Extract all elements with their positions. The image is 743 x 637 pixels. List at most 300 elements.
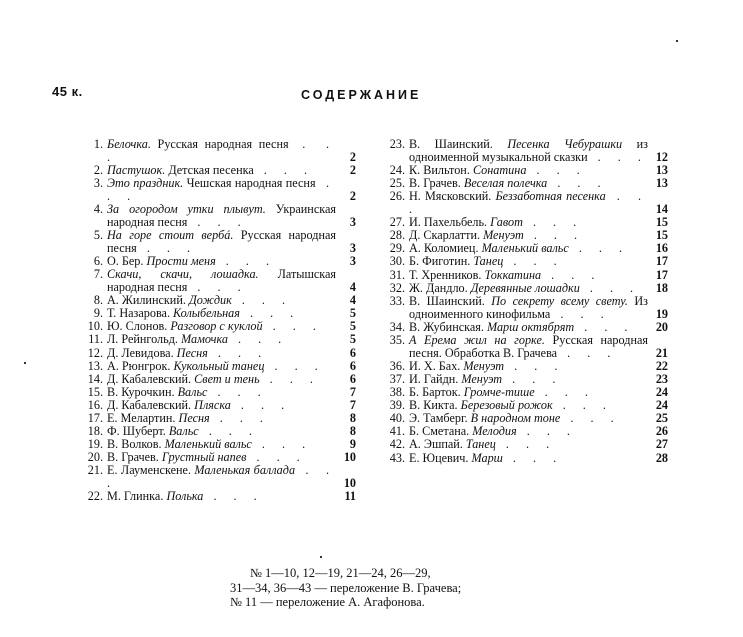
entry-page-number: 6 bbox=[349, 345, 356, 360]
entry-title: Кукольный танец bbox=[173, 358, 265, 373]
entry-number: 11. bbox=[88, 332, 103, 347]
entry-title: По секрету всему свету. bbox=[491, 293, 628, 308]
entry-page-number: 27 bbox=[655, 437, 668, 452]
print-speck bbox=[320, 556, 322, 558]
entry-page-number: 4 bbox=[349, 293, 356, 308]
contents-entry bbox=[385, 412, 668, 425]
contents-entry bbox=[81, 229, 356, 255]
entry-number: 14. bbox=[87, 371, 103, 386]
entry-page-number: 3 bbox=[349, 254, 356, 269]
leader-dots: . . . bbox=[579, 280, 641, 295]
entry-author: Л. Рейнгольд. bbox=[107, 332, 181, 347]
entry-number: 43. bbox=[389, 450, 405, 465]
entry-text bbox=[409, 373, 652, 386]
leader-dots: . . . bbox=[264, 358, 325, 373]
contents-entry bbox=[81, 412, 356, 425]
entry-title: Вальс bbox=[168, 424, 199, 439]
contents-entry bbox=[81, 203, 356, 229]
entry-title: На горе стоит вербá. bbox=[107, 228, 234, 243]
contents-entry bbox=[385, 334, 668, 360]
entry-author: И. Пахельбель. bbox=[409, 215, 491, 230]
entry-page-number: 4 bbox=[349, 280, 356, 295]
entry-number: 20. bbox=[87, 450, 103, 465]
entry-number: 6. bbox=[93, 254, 103, 269]
contents-entry bbox=[385, 386, 668, 399]
entry-title: Пастушок. bbox=[107, 163, 166, 177]
contents-entry bbox=[385, 282, 668, 295]
entry-text bbox=[107, 203, 340, 229]
leader-dots: . . . bbox=[516, 424, 577, 439]
entry-text bbox=[107, 255, 340, 268]
entry-author: А. Эшпай. bbox=[409, 437, 466, 452]
entry-page-number: 26 bbox=[655, 424, 668, 439]
entry-title: Маленькая баллада bbox=[194, 463, 296, 478]
entry-page-number: 25 bbox=[655, 411, 668, 426]
leader-dots: . . . bbox=[557, 345, 618, 360]
leader-dots: . . . bbox=[534, 385, 595, 400]
entry-title: Мамочка bbox=[181, 332, 228, 347]
contents-entry bbox=[385, 321, 668, 334]
entry-number: 3. bbox=[93, 176, 103, 191]
entry-page-number: 13 bbox=[655, 176, 668, 191]
entry-page-number: 3 bbox=[349, 215, 356, 229]
contents-entry bbox=[81, 386, 356, 399]
entry-number: 21. bbox=[87, 463, 103, 478]
entry-author: А. Жилинский. bbox=[107, 293, 189, 308]
contents-entry bbox=[385, 295, 668, 321]
entry-text bbox=[409, 295, 652, 321]
entry-number: 29. bbox=[389, 241, 405, 256]
entry-title: Пляска bbox=[194, 397, 231, 412]
entry-page-number: 13 bbox=[655, 163, 668, 177]
contents-right-column bbox=[385, 138, 668, 465]
entry-number: 2. bbox=[93, 163, 103, 177]
leader-dots: . . . bbox=[203, 489, 264, 504]
entry-page-number: 2 bbox=[349, 163, 356, 177]
leader-dots: . . . bbox=[215, 254, 277, 269]
entry-author: Д. Левидова. bbox=[107, 345, 177, 360]
entry-text bbox=[107, 333, 340, 346]
entry-title: Полька bbox=[166, 489, 204, 504]
leader-dots: . . . bbox=[227, 332, 289, 347]
leader-dots: . . . bbox=[198, 424, 259, 439]
leader-dots: . . . bbox=[560, 411, 621, 426]
entry-text bbox=[107, 268, 340, 294]
entry-title: А Ерема жил на горке. bbox=[409, 332, 545, 347]
entry-text bbox=[409, 399, 652, 412]
entry-page-number: 12 bbox=[655, 149, 668, 164]
contents-entry bbox=[385, 438, 668, 451]
entry-page-number: 8 bbox=[349, 411, 356, 426]
entry-author: Е. Лауменскене. bbox=[107, 463, 195, 478]
entry-author: Б. Барток. bbox=[409, 385, 464, 400]
entry-number: 32. bbox=[389, 280, 405, 295]
leader-dots: . . . bbox=[231, 293, 293, 308]
entry-title: Прости меня bbox=[146, 254, 216, 269]
entry-number: 24. bbox=[389, 163, 405, 177]
entry-title: Грустный напев bbox=[161, 450, 247, 465]
entry-number: 12. bbox=[87, 345, 103, 360]
leader-dots: . . . bbox=[230, 397, 292, 412]
entry-page-number: 21 bbox=[655, 345, 668, 360]
leader-dots: . . . bbox=[107, 137, 336, 164]
entry-text bbox=[409, 138, 652, 164]
entry-text bbox=[409, 242, 652, 255]
entry-author: Ф. Шуберт. bbox=[107, 424, 169, 439]
entry-text bbox=[409, 412, 652, 425]
entry-text bbox=[107, 451, 340, 464]
entry-text bbox=[409, 452, 652, 465]
entry-page-number: 7 bbox=[349, 384, 356, 399]
entry-text bbox=[409, 438, 652, 451]
entry-author: В. Грачев. bbox=[409, 176, 464, 191]
leader-dots: . . . bbox=[209, 411, 270, 426]
entry-text bbox=[107, 229, 340, 255]
entry-title: Танец bbox=[465, 437, 496, 452]
entry-page-number: 8 bbox=[349, 424, 356, 439]
entry-author: В. Волков. bbox=[107, 437, 165, 452]
entry-page-number: 6 bbox=[349, 371, 356, 386]
entry-text bbox=[409, 334, 652, 360]
entry-text bbox=[107, 464, 340, 490]
entry-number: 27. bbox=[389, 215, 405, 230]
entry-number: 39. bbox=[389, 398, 405, 413]
entry-page-number: 9 bbox=[349, 437, 356, 452]
leader-dots: . . . bbox=[523, 228, 585, 243]
contents-left-column bbox=[81, 138, 356, 504]
entry-page-number: 17 bbox=[655, 267, 668, 282]
entry-author: В. Курочкин. bbox=[107, 384, 178, 399]
footnote-line-1: № 1—10, 12—19, 21—24, 26—29, bbox=[250, 566, 431, 580]
print-speck bbox=[676, 40, 678, 42]
entry-author: И. Х. Бах. bbox=[409, 358, 464, 373]
leader-dots: . . . bbox=[239, 306, 301, 321]
contents-entry bbox=[385, 425, 668, 438]
entry-page-number: 11 bbox=[344, 489, 356, 504]
entry-title: Белочка. bbox=[107, 137, 151, 151]
entry-author: Б. Сметана. bbox=[409, 424, 473, 439]
entry-description: Из одноименного кинофильма bbox=[409, 293, 648, 321]
entry-page-number: 5 bbox=[349, 306, 356, 321]
entry-title: Токкатина bbox=[484, 267, 542, 282]
leader-dots: . . . bbox=[187, 280, 248, 295]
entry-text bbox=[107, 177, 340, 203]
entry-number: 16. bbox=[87, 397, 103, 412]
leader-dots: . . . bbox=[187, 215, 248, 229]
contents-entry bbox=[385, 177, 668, 190]
entry-title: За огородом утки плывут. bbox=[107, 202, 266, 217]
entry-text bbox=[107, 164, 340, 177]
entry-text bbox=[409, 255, 652, 268]
entry-author: А. Коломиец. bbox=[409, 241, 482, 256]
entry-author: Н. Мясковский. bbox=[409, 189, 496, 204]
entry-page-number: 22 bbox=[655, 358, 668, 373]
leader-dots: . . . bbox=[251, 437, 313, 452]
contents-entry bbox=[81, 438, 356, 451]
leader-dots: . . . bbox=[253, 163, 315, 177]
entry-page-number: 17 bbox=[655, 254, 668, 269]
entry-number: 13. bbox=[87, 358, 103, 373]
entry-author: В. Жубинская. bbox=[409, 319, 487, 334]
contents-entry bbox=[81, 307, 356, 320]
leader-dots: . . . bbox=[207, 384, 268, 399]
entry-title: Марш октябрят bbox=[486, 319, 575, 334]
entry-number: 4. bbox=[93, 202, 103, 217]
entry-title: Это праздник. bbox=[107, 176, 184, 191]
contents-entry bbox=[81, 177, 356, 203]
entry-number: 34. bbox=[389, 319, 405, 334]
entry-page-number: 24 bbox=[655, 385, 668, 400]
leader-dots: . . . bbox=[550, 306, 611, 321]
leader-dots: . . . bbox=[207, 345, 269, 360]
page-title: СОДЕРЖАНИЕ bbox=[301, 88, 422, 102]
entry-title: Танец bbox=[473, 254, 504, 269]
entry-number: 5. bbox=[93, 228, 103, 243]
leader-dots: . . . bbox=[409, 189, 649, 217]
entry-text bbox=[107, 138, 340, 164]
entry-text bbox=[107, 490, 340, 503]
entry-title: Маленький вальс bbox=[164, 437, 252, 452]
entry-title: Деревянные лошадки bbox=[470, 280, 580, 295]
entry-title: Скачи, скачи, лошадка. bbox=[107, 267, 259, 282]
entry-page-number: 20 bbox=[655, 319, 668, 334]
leader-dots: . . . bbox=[504, 358, 565, 373]
entry-number: 30. bbox=[389, 254, 405, 269]
entry-page-number: 19 bbox=[655, 306, 668, 321]
contents-entry bbox=[385, 242, 668, 255]
entry-author: А. Рюнгрок. bbox=[107, 358, 174, 373]
entry-page-number: 24 bbox=[655, 398, 668, 413]
entry-text bbox=[107, 399, 340, 412]
entry-title: Громче-тише bbox=[463, 385, 535, 400]
entry-description: Украинская народная песня bbox=[107, 202, 336, 229]
contents-entry bbox=[81, 347, 356, 360]
entry-author: В. Грачев. bbox=[107, 450, 162, 465]
entry-description: Русская народная песня. Обработка В. Грачева bbox=[409, 332, 649, 360]
contents-entry bbox=[385, 269, 668, 282]
entry-author: Э. Тамберг. bbox=[409, 411, 471, 426]
entry-number: 31. bbox=[389, 267, 405, 282]
contents-entry bbox=[81, 373, 356, 386]
entry-author: М. Глинка. bbox=[107, 489, 167, 504]
entry-number: 42. bbox=[389, 437, 405, 452]
leader-dots: . . . bbox=[587, 149, 648, 164]
contents-entry bbox=[81, 425, 356, 438]
entry-number: 22. bbox=[87, 489, 103, 504]
contents-entry bbox=[385, 190, 668, 216]
entry-number: 25. bbox=[389, 176, 405, 191]
entry-number: 41. bbox=[389, 424, 405, 439]
entry-page-number: 15 bbox=[655, 228, 668, 243]
entry-page-number: 14 bbox=[655, 202, 668, 217]
entry-text bbox=[409, 360, 652, 373]
entry-text bbox=[107, 294, 340, 307]
leader-dots: . . . bbox=[547, 176, 608, 191]
entry-page-number: 15 bbox=[655, 215, 668, 230]
entry-number: 23. bbox=[389, 137, 405, 151]
entry-author: В. Шаинский. bbox=[409, 293, 492, 308]
entry-text bbox=[409, 177, 652, 190]
entry-page-number: 16 bbox=[655, 241, 668, 256]
entry-text bbox=[409, 321, 652, 334]
entry-text bbox=[107, 320, 340, 333]
contents-entry bbox=[385, 229, 668, 242]
entry-number: 15. bbox=[87, 384, 103, 399]
contents-entry bbox=[385, 399, 668, 412]
footnote-line-3: № 11 — переложение А. Агафонова. bbox=[230, 595, 425, 609]
contents-entry bbox=[385, 373, 668, 386]
entry-author: Д. Кабалевский. bbox=[107, 371, 195, 386]
entry-number: 40. bbox=[389, 411, 405, 426]
entry-number: 28. bbox=[389, 228, 405, 243]
entry-title: Разговор с куклой bbox=[170, 319, 263, 334]
entry-number: 1. bbox=[93, 137, 103, 151]
entry-author: К. Вильтон. bbox=[409, 163, 473, 177]
entry-title: Песня bbox=[178, 411, 210, 426]
entry-number: 7. bbox=[93, 267, 103, 282]
leader-dots: . . . bbox=[502, 371, 563, 386]
leader-dots: . . . bbox=[522, 215, 584, 230]
contents-entry bbox=[81, 294, 356, 307]
entry-description: Русская народная песня bbox=[107, 228, 336, 255]
entry-title: Песня bbox=[176, 345, 208, 360]
contents-entry bbox=[81, 333, 356, 346]
entry-title: Веселая полечка bbox=[463, 176, 548, 191]
entry-title: Свет и тень bbox=[194, 371, 260, 386]
entry-author: Е. Мелартин. bbox=[107, 411, 179, 426]
price-label: 45 к. bbox=[52, 84, 83, 99]
leader-dots: . . . bbox=[526, 163, 587, 177]
entry-text bbox=[107, 347, 340, 360]
entry-text bbox=[409, 282, 652, 295]
leader-dots: . . . bbox=[574, 319, 635, 334]
entry-page-number: 28 bbox=[655, 450, 668, 465]
entry-number: 8. bbox=[93, 293, 103, 308]
entry-author: И. Гайдн. bbox=[409, 371, 462, 386]
entry-description: Чешская народная песня bbox=[183, 176, 316, 191]
leader-dots: . . . bbox=[246, 450, 307, 465]
entry-number: 10. bbox=[87, 319, 103, 334]
entry-author: Ж. Дандло. bbox=[409, 280, 471, 295]
leader-dots: . . . bbox=[495, 437, 557, 452]
leader-dots: . . . bbox=[136, 241, 198, 255]
entry-number: 35. bbox=[389, 332, 405, 347]
entry-title: Менуэт bbox=[463, 358, 505, 373]
entry-page-number: 7 bbox=[349, 397, 356, 412]
entry-text bbox=[409, 229, 652, 242]
entry-title: Сонатина bbox=[472, 163, 527, 177]
entry-author: Ю. Слонов. bbox=[107, 319, 171, 334]
entry-author: Т. Назарова. bbox=[107, 306, 174, 321]
entry-text bbox=[107, 425, 340, 438]
entry-page-number: 10 bbox=[343, 450, 356, 465]
leader-dots: . . . bbox=[107, 176, 337, 203]
entry-page-number: 2 bbox=[349, 189, 356, 203]
leader-dots: . . . bbox=[503, 254, 564, 269]
entry-title: Колыбельная bbox=[173, 306, 240, 321]
contents-entry bbox=[81, 490, 356, 503]
entry-text bbox=[107, 386, 340, 399]
entry-author: Д. Кабалевский. bbox=[107, 397, 195, 412]
leader-dots: . . . bbox=[502, 450, 564, 465]
entry-number: 37. bbox=[389, 371, 405, 386]
entry-author: Т. Хренников. bbox=[409, 267, 485, 282]
entry-author: Е. Юцевич. bbox=[409, 450, 472, 465]
footnote bbox=[230, 566, 530, 610]
contents-entry bbox=[385, 216, 668, 229]
entry-title: Менуэт bbox=[461, 371, 503, 386]
entry-text bbox=[107, 412, 340, 425]
entry-title: Беззаботная песенка bbox=[495, 189, 606, 204]
leader-dots: . . . bbox=[568, 241, 630, 256]
entry-number: 33. bbox=[389, 293, 405, 308]
entry-number: 38. bbox=[389, 385, 405, 400]
contents-entry bbox=[385, 452, 668, 465]
entry-text bbox=[409, 164, 652, 177]
leader-dots: . . . bbox=[262, 319, 323, 334]
contents-entry bbox=[81, 360, 356, 373]
entry-text bbox=[409, 386, 652, 399]
contents-entry bbox=[81, 268, 356, 294]
entry-page-number: 6 bbox=[349, 358, 356, 373]
entry-page-number: 5 bbox=[349, 319, 356, 334]
contents-entry bbox=[81, 138, 356, 164]
contents-entry bbox=[81, 464, 356, 490]
print-speck bbox=[24, 362, 26, 364]
entry-text bbox=[107, 307, 340, 320]
entry-title: Гавот bbox=[490, 215, 523, 230]
entry-page-number: 23 bbox=[655, 371, 668, 386]
contents-entry bbox=[385, 164, 668, 177]
leader-dots: . . . bbox=[107, 463, 337, 491]
contents-entry bbox=[81, 451, 356, 464]
entry-title: Березовый рожок bbox=[460, 398, 553, 413]
entry-number: 9. bbox=[93, 306, 103, 321]
contents-entry bbox=[81, 164, 356, 177]
contents-entry bbox=[81, 399, 356, 412]
entry-title: Песенка Чебурашки bbox=[507, 137, 623, 151]
entry-page-number: 2 bbox=[349, 149, 356, 164]
entry-description: Русская народная песня bbox=[150, 137, 289, 151]
entry-text bbox=[107, 360, 340, 373]
entry-author: Б. Фиготин. bbox=[409, 254, 474, 269]
entry-title: Маленький вальс bbox=[481, 241, 569, 256]
contents-entry bbox=[385, 255, 668, 268]
entry-title: Марш bbox=[471, 450, 503, 465]
entry-text bbox=[107, 373, 340, 386]
leader-dots: . . . bbox=[541, 267, 602, 282]
entry-title: Мелодия bbox=[472, 424, 517, 439]
footnote-line-2: 31—34, 36—43 — переложение В. Грачева; bbox=[230, 580, 462, 595]
entry-text bbox=[409, 216, 652, 229]
entry-number: 19. bbox=[87, 437, 103, 452]
entry-page-number: 5 bbox=[349, 332, 356, 347]
entry-number: 26. bbox=[389, 189, 405, 204]
entry-number: 17. bbox=[87, 411, 103, 426]
entry-number: 18. bbox=[87, 424, 103, 439]
contents-entry bbox=[385, 360, 668, 373]
entry-text bbox=[107, 438, 340, 451]
leader-dots: . . . bbox=[259, 371, 320, 386]
entry-text bbox=[409, 190, 652, 216]
entry-title: Дождик bbox=[188, 293, 232, 308]
contents-entry bbox=[81, 320, 356, 333]
entry-page-number: 18 bbox=[655, 280, 668, 295]
entry-author: В. Шаинский. bbox=[409, 137, 508, 151]
entry-description: из одноименной музыкальной сказки bbox=[409, 137, 648, 164]
contents-entry bbox=[81, 255, 356, 268]
entry-text bbox=[409, 269, 652, 282]
